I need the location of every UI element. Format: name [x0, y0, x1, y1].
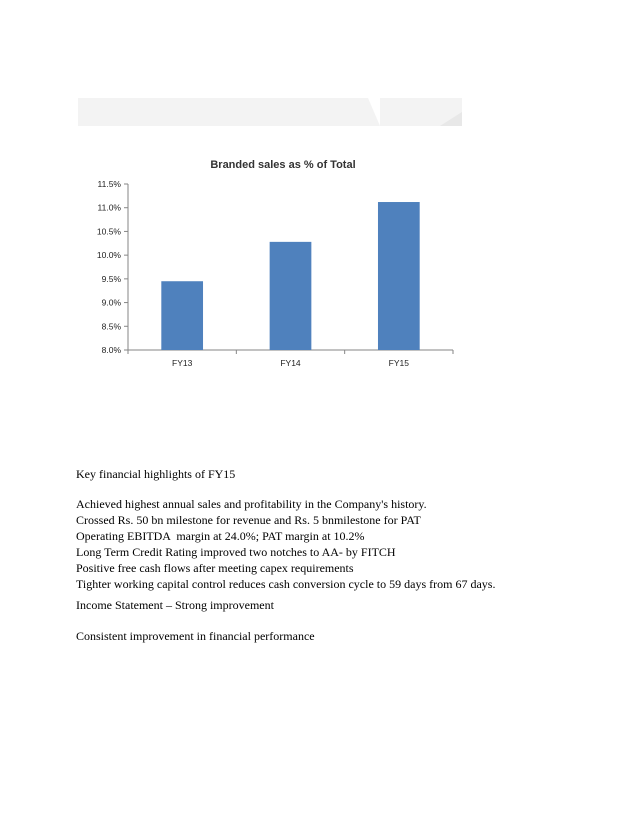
highlight-item: Crossed Rs. 50 bn milestone for revenue and Rs. 5 bnmilestone for PAT: [76, 513, 421, 527]
performance-section: [76, 628, 596, 644]
x-category-label: FY15: [388, 358, 409, 368]
income-statement-section: [76, 597, 596, 613]
highlight-item: Operating EBITDA margin at 24.0%; PAT margin at 10.2%: [76, 529, 365, 543]
highlight-item: Tighter working capital control reduces cash conversion cycle to 59 days from 67 days.: [76, 577, 496, 591]
bar: [161, 281, 203, 350]
chart-title: Branded sales as % of Total: [210, 159, 356, 171]
y-tick-label: 8.5%: [101, 321, 121, 332]
y-tick-label: 9.0%: [101, 297, 121, 308]
y-tick-label: 9.5%: [101, 273, 121, 284]
branded-sales-chart: [78, 150, 463, 390]
y-tick-label: 10.5%: [96, 226, 121, 237]
bar: [270, 242, 312, 350]
banner-notch: [368, 98, 380, 126]
banner-corner: [440, 112, 462, 126]
highlights-list: [76, 496, 596, 592]
highlight-item: Achieved highest annual sales and profitability in the Company's history.: [76, 497, 427, 511]
section-title: Consistent improvement in financial performance: [76, 629, 315, 643]
y-tick-label: 8.0%: [101, 345, 121, 355]
highlight-item: Long Term Credit Rating improved two notches to AA- by FITCH: [76, 545, 396, 559]
y-tick-label: 10.0%: [96, 250, 121, 261]
y-tick-label: 11.5%: [97, 179, 121, 189]
section-title: Income Statement – Strong improvement: [76, 598, 274, 612]
x-category-label: FY13: [172, 358, 193, 368]
heading-text: Key financial highlights of FY15: [76, 467, 236, 481]
bar: [378, 202, 420, 350]
highlights-heading: [76, 466, 596, 482]
banner-band: [78, 98, 462, 126]
x-category-label: FY14: [280, 358, 301, 368]
highlight-item: Positive free cash flows after meeting capex requirements: [76, 561, 354, 575]
y-tick-label: 11.0%: [97, 202, 121, 213]
